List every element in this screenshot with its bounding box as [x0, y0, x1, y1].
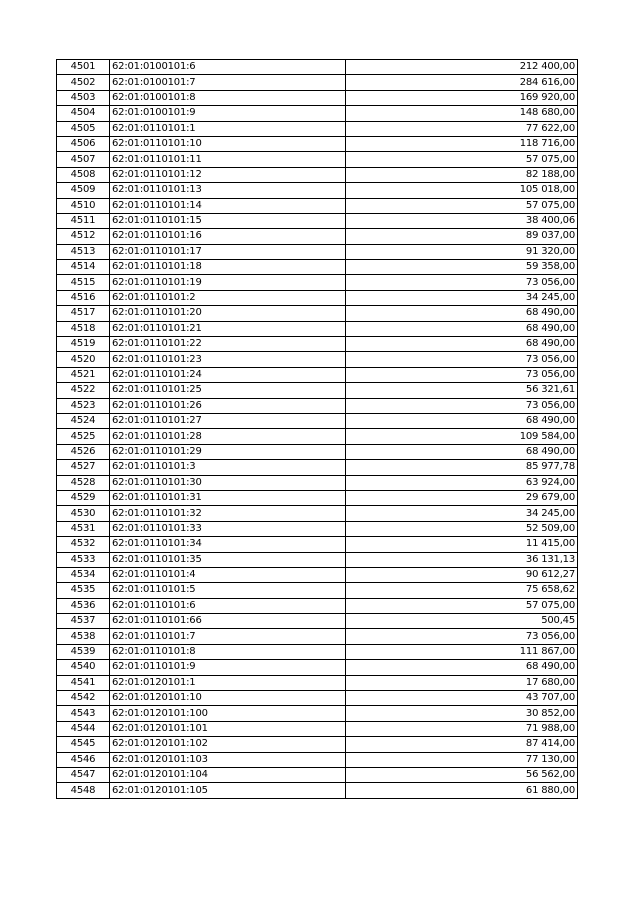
cadastral-number-cell: 62:01:0110101:35 — [110, 552, 346, 567]
row-number-cell: 4545 — [57, 737, 110, 752]
cadastral-value-cell: 85 977,78 — [346, 460, 578, 475]
cadastral-number-cell: 62:01:0110101:28 — [110, 429, 346, 444]
table-row — [57, 244, 578, 259]
cadastral-number-cell: 62:01:0110101:16 — [110, 229, 346, 244]
cadastral-value-cell: 68 490,00 — [346, 413, 578, 428]
table-row — [57, 413, 578, 428]
table-row — [57, 706, 578, 721]
row-number-cell: 4515 — [57, 275, 110, 290]
table-row — [57, 398, 578, 413]
cadastral-number-cell: 62:01:0110101:1 — [110, 121, 346, 136]
table-row — [57, 629, 578, 644]
row-number-cell: 4510 — [57, 198, 110, 213]
table-row — [57, 537, 578, 552]
table-row — [57, 721, 578, 736]
row-number-cell: 4516 — [57, 290, 110, 305]
cadastral-value-cell: 89 037,00 — [346, 229, 578, 244]
cadastral-value-cell: 61 880,00 — [346, 783, 578, 798]
table-row — [57, 90, 578, 105]
cadastral-number-cell: 62:01:0110101:30 — [110, 475, 346, 490]
cadastral-number-cell: 62:01:0110101:66 — [110, 614, 346, 629]
table-row — [57, 260, 578, 275]
cadastral-number-cell: 62:01:0110101:13 — [110, 183, 346, 198]
row-number-cell: 4506 — [57, 136, 110, 151]
cadastral-value-cell: 75 658,62 — [346, 583, 578, 598]
cadastral-value-cell: 68 490,00 — [346, 306, 578, 321]
table-row — [57, 75, 578, 90]
row-number-cell: 4517 — [57, 306, 110, 321]
table-row — [57, 614, 578, 629]
cadastral-value-cell: 284 616,00 — [346, 75, 578, 90]
cadastral-value-cell: 87 414,00 — [346, 737, 578, 752]
row-number-cell: 4534 — [57, 567, 110, 582]
row-number-cell: 4526 — [57, 444, 110, 459]
cadastral-value-cell: 68 490,00 — [346, 444, 578, 459]
cadastral-value-cell: 77 130,00 — [346, 752, 578, 767]
table-row — [57, 275, 578, 290]
table-body — [57, 60, 578, 799]
cadastral-value-cell: 57 075,00 — [346, 152, 578, 167]
row-number-cell: 4518 — [57, 321, 110, 336]
table-row — [57, 783, 578, 798]
cadastral-number-cell: 62:01:0110101:26 — [110, 398, 346, 413]
cadastral-value-cell: 73 056,00 — [346, 398, 578, 413]
cadastral-value-cell: 56 321,61 — [346, 383, 578, 398]
cadastral-number-cell: 62:01:0110101:29 — [110, 444, 346, 459]
cadastral-number-cell: 62:01:0110101:11 — [110, 152, 346, 167]
table-row — [57, 229, 578, 244]
row-number-cell: 4522 — [57, 383, 110, 398]
row-number-cell: 4503 — [57, 90, 110, 105]
cadastral-number-cell: 62:01:0120101:104 — [110, 767, 346, 782]
cadastral-value-cell: 36 131,13 — [346, 552, 578, 567]
row-number-cell: 4542 — [57, 691, 110, 706]
cadastral-number-cell: 62:01:0110101:9 — [110, 660, 346, 675]
row-number-cell: 4513 — [57, 244, 110, 259]
table-row — [57, 213, 578, 228]
row-number-cell: 4546 — [57, 752, 110, 767]
row-number-cell: 4525 — [57, 429, 110, 444]
cadastral-value-cell: 77 622,00 — [346, 121, 578, 136]
cadastral-number-cell: 62:01:0110101:33 — [110, 521, 346, 536]
cadastral-value-cell: 73 056,00 — [346, 275, 578, 290]
row-number-cell: 4528 — [57, 475, 110, 490]
cadastral-value-cell: 63 924,00 — [346, 475, 578, 490]
table-row — [57, 583, 578, 598]
cadastral-value-cell: 111 867,00 — [346, 644, 578, 659]
row-number-cell: 4524 — [57, 413, 110, 428]
cadastral-number-cell: 62:01:0110101:25 — [110, 383, 346, 398]
cadastral-number-cell: 62:01:0100101:9 — [110, 106, 346, 121]
table-row — [57, 290, 578, 305]
cadastral-value-cell: 105 018,00 — [346, 183, 578, 198]
cadastral-value-cell: 38 400,06 — [346, 213, 578, 228]
row-number-cell: 4530 — [57, 506, 110, 521]
table-row — [57, 106, 578, 121]
cadastral-value-cell: 212 400,00 — [346, 60, 578, 75]
table-row — [57, 167, 578, 182]
row-number-cell: 4509 — [57, 183, 110, 198]
cadastral-number-cell: 62:01:0110101:10 — [110, 136, 346, 151]
cadastral-value-cell: 91 320,00 — [346, 244, 578, 259]
row-number-cell: 4529 — [57, 490, 110, 505]
cadastral-number-cell: 62:01:0110101:21 — [110, 321, 346, 336]
cadastral-value-cell: 148 680,00 — [346, 106, 578, 121]
table-row — [57, 337, 578, 352]
cadastral-number-cell: 62:01:0110101:8 — [110, 644, 346, 659]
cadastral-number-cell: 62:01:0110101:31 — [110, 490, 346, 505]
row-number-cell: 4523 — [57, 398, 110, 413]
table-row — [57, 152, 578, 167]
row-number-cell: 4521 — [57, 367, 110, 382]
cadastral-value-cell: 59 358,00 — [346, 260, 578, 275]
cadastral-number-cell: 62:01:0110101:23 — [110, 352, 346, 367]
cadastral-value-cell: 500,45 — [346, 614, 578, 629]
row-number-cell: 4505 — [57, 121, 110, 136]
table-row — [57, 490, 578, 505]
row-number-cell: 4537 — [57, 614, 110, 629]
row-number-cell: 4544 — [57, 721, 110, 736]
cadastral-value-cell: 52 509,00 — [346, 521, 578, 536]
table-row — [57, 183, 578, 198]
table-row — [57, 444, 578, 459]
cadastral-number-cell: 62:01:0120101:105 — [110, 783, 346, 798]
row-number-cell: 4511 — [57, 213, 110, 228]
table-row — [57, 675, 578, 690]
cadastral-value-cell: 169 920,00 — [346, 90, 578, 105]
cadastral-value-cell: 82 188,00 — [346, 167, 578, 182]
table-row — [57, 598, 578, 613]
cadastral-number-cell: 62:01:0120101:103 — [110, 752, 346, 767]
cadastral-value-cell: 90 612,27 — [346, 567, 578, 582]
cadastral-number-cell: 62:01:0120101:101 — [110, 721, 346, 736]
table-row — [57, 60, 578, 75]
cadastral-value-cell: 30 852,00 — [346, 706, 578, 721]
row-number-cell: 4541 — [57, 675, 110, 690]
cadastral-value-cell: 68 490,00 — [346, 337, 578, 352]
cadastral-value-cell: 71 988,00 — [346, 721, 578, 736]
cadastral-value-cell: 34 245,00 — [346, 290, 578, 305]
row-number-cell: 4520 — [57, 352, 110, 367]
cadastral-value-cell: 73 056,00 — [346, 352, 578, 367]
table-row — [57, 521, 578, 536]
cadastral-value-cell: 118 716,00 — [346, 136, 578, 151]
cadastral-value-cell: 109 584,00 — [346, 429, 578, 444]
table-row — [57, 506, 578, 521]
cadastral-value-cell: 17 680,00 — [346, 675, 578, 690]
row-number-cell: 4543 — [57, 706, 110, 721]
cadastral-value-cell: 43 707,00 — [346, 691, 578, 706]
row-number-cell: 4504 — [57, 106, 110, 121]
row-number-cell: 4527 — [57, 460, 110, 475]
cadastral-number-cell: 62:01:0110101:18 — [110, 260, 346, 275]
row-number-cell: 4548 — [57, 783, 110, 798]
row-number-cell: 4512 — [57, 229, 110, 244]
cadastral-number-cell: 62:01:0110101:24 — [110, 367, 346, 382]
cadastral-value-cell: 57 075,00 — [346, 598, 578, 613]
cadastral-number-cell: 62:01:0110101:17 — [110, 244, 346, 259]
table-row — [57, 644, 578, 659]
cadastral-value-cell: 11 415,00 — [346, 537, 578, 552]
row-number-cell: 4519 — [57, 337, 110, 352]
row-number-cell: 4538 — [57, 629, 110, 644]
table-row — [57, 460, 578, 475]
cadastral-value-cell: 57 075,00 — [346, 198, 578, 213]
cadastral-number-cell: 62:01:0110101:20 — [110, 306, 346, 321]
row-number-cell: 4535 — [57, 583, 110, 598]
table-row — [57, 660, 578, 675]
table-row — [57, 306, 578, 321]
row-number-cell: 4547 — [57, 767, 110, 782]
cadastral-number-cell: 62:01:0100101:8 — [110, 90, 346, 105]
row-number-cell: 4536 — [57, 598, 110, 613]
cadastral-number-cell: 62:01:0110101:4 — [110, 567, 346, 582]
table-row — [57, 475, 578, 490]
cadastral-number-cell: 62:01:0110101:22 — [110, 337, 346, 352]
row-number-cell: 4533 — [57, 552, 110, 567]
row-number-cell: 4532 — [57, 537, 110, 552]
cadastral-value-cell: 73 056,00 — [346, 367, 578, 382]
table-row — [57, 767, 578, 782]
table-row — [57, 352, 578, 367]
table-row — [57, 136, 578, 151]
row-number-cell: 4539 — [57, 644, 110, 659]
cadastral-number-cell: 62:01:0110101:7 — [110, 629, 346, 644]
table-row — [57, 198, 578, 213]
table-row — [57, 383, 578, 398]
cadastral-value-cell: 29 679,00 — [346, 490, 578, 505]
cadastral-value-cell: 68 490,00 — [346, 321, 578, 336]
cadastral-value-cell: 34 245,00 — [346, 506, 578, 521]
cadastral-value-cell: 68 490,00 — [346, 660, 578, 675]
cadastral-number-cell: 62:01:0110101:27 — [110, 413, 346, 428]
table-row — [57, 752, 578, 767]
row-number-cell: 4501 — [57, 60, 110, 75]
table-row — [57, 121, 578, 136]
cadastral-number-cell: 62:01:0110101:14 — [110, 198, 346, 213]
cadastral-number-cell: 62:01:0110101:34 — [110, 537, 346, 552]
cadastral-number-cell: 62:01:0110101:19 — [110, 275, 346, 290]
table-row — [57, 367, 578, 382]
table-row — [57, 552, 578, 567]
cadastral-number-cell: 62:01:0120101:102 — [110, 737, 346, 752]
cadastral-number-cell: 62:01:0110101:32 — [110, 506, 346, 521]
cadastral-number-cell: 62:01:0110101:3 — [110, 460, 346, 475]
cadastral-number-cell: 62:01:0110101:2 — [110, 290, 346, 305]
row-number-cell: 4508 — [57, 167, 110, 182]
table-row — [57, 567, 578, 582]
cadastral-value-cell: 73 056,00 — [346, 629, 578, 644]
row-number-cell: 4514 — [57, 260, 110, 275]
cadastral-number-cell: 62:01:0100101:6 — [110, 60, 346, 75]
row-number-cell: 4502 — [57, 75, 110, 90]
cadastral-number-cell: 62:01:0120101:1 — [110, 675, 346, 690]
cadastral-value-cell: 56 562,00 — [346, 767, 578, 782]
table-row — [57, 737, 578, 752]
row-number-cell: 4540 — [57, 660, 110, 675]
cadastral-number-cell: 62:01:0100101:7 — [110, 75, 346, 90]
table-row — [57, 321, 578, 336]
table-row — [57, 691, 578, 706]
table-row — [57, 429, 578, 444]
cadastral-value-table — [56, 59, 578, 799]
cadastral-number-cell: 62:01:0110101:6 — [110, 598, 346, 613]
cadastral-number-cell: 62:01:0110101:12 — [110, 167, 346, 182]
cadastral-number-cell: 62:01:0120101:100 — [110, 706, 346, 721]
cadastral-number-cell: 62:01:0110101:5 — [110, 583, 346, 598]
cadastral-number-cell: 62:01:0110101:15 — [110, 213, 346, 228]
row-number-cell: 4531 — [57, 521, 110, 536]
cadastral-number-cell: 62:01:0120101:10 — [110, 691, 346, 706]
row-number-cell: 4507 — [57, 152, 110, 167]
